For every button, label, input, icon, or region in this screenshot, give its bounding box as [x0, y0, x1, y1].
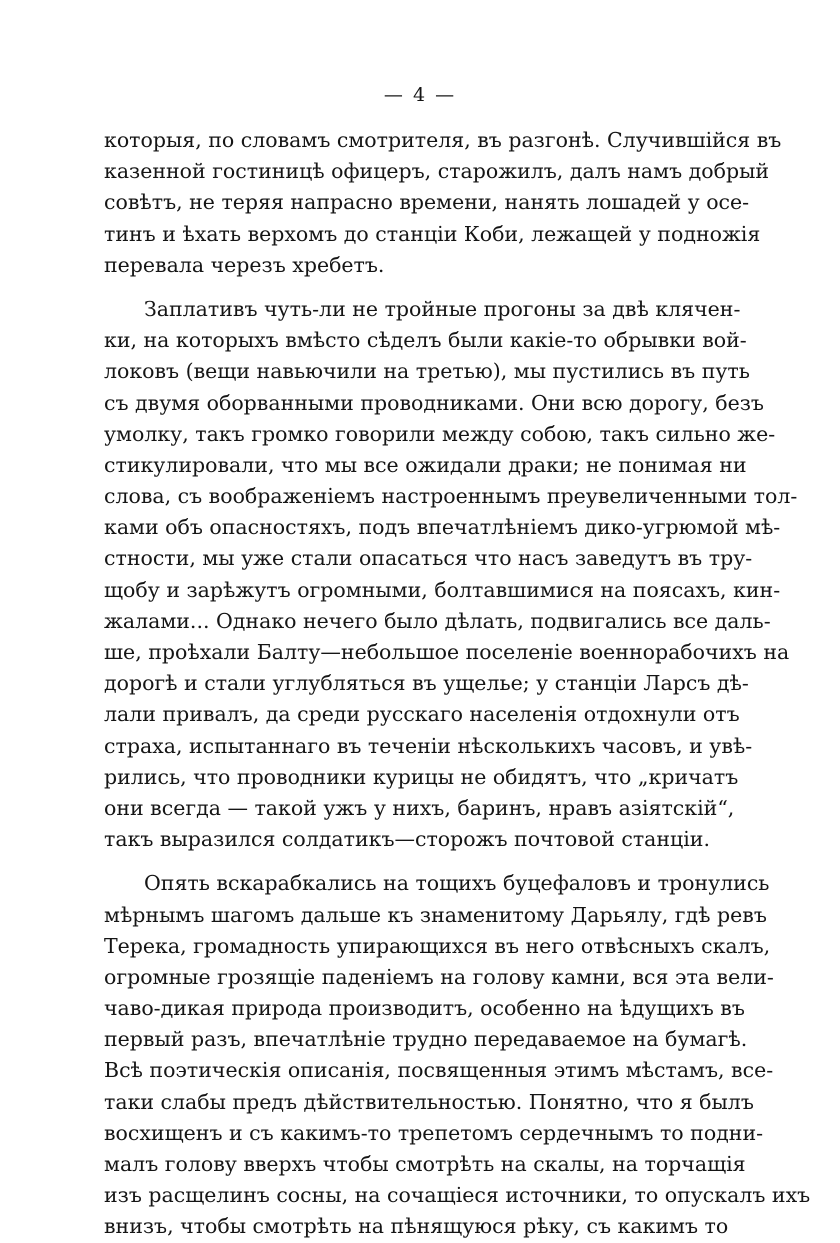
text-line: изъ расщелинъ сосны, на сочащіеся источники, то опускалъ ихъ: [104, 1183, 811, 1208]
text-line: которыя, по словамъ смотрителя, въ разгонѣ. Случившійся въ: [104, 128, 782, 152]
text-line: слова, съ воображеніемъ настроеннымъ преувеличенными тол-: [104, 484, 798, 509]
paragraph-3: [104, 868, 811, 1242]
text-line: умолку, такъ громко говорили между собою, такъ сильно же-: [104, 421, 776, 446]
text-line: Опять вскарабкались на тощихъ буцефаловъ и тронулись: [144, 871, 770, 896]
text-line: рились, что проводники курицы не обидятъ, что „кричатъ: [104, 764, 739, 789]
text-line: Заплативъ чуть-ли не тройные прогоны за двѣ клячен-: [144, 296, 741, 321]
text-line: такъ выразился солдатикъ—сторожъ почтовой станціи.: [104, 827, 710, 852]
body-text: [104, 125, 811, 1243]
text-line: таки слабы предъ дѣйствительностью. Понятно, что я былъ: [104, 1089, 754, 1114]
text-line: жалами... Однако нечего было дѣлать, подвигались все даль-: [104, 608, 771, 633]
text-line: чаво-дикая природа производитъ, особенно на ѣдущихъ въ: [104, 996, 745, 1021]
text-line: мѣрнымъ шагомъ дальше къ знаменитому Дарьялу, гдѣ ревъ: [104, 902, 767, 927]
text-line: страха, испытаннаго въ теченіи нѣсколькихъ часовъ, и увѣ-: [104, 733, 753, 758]
text-line: Всѣ поэтическія описанія, посвященныя этимъ мѣстамъ, все-: [104, 1058, 774, 1083]
text-line: локовъ (вещи навьючили на третью), мы пустились въ путь: [104, 359, 750, 384]
paragraph-1: [104, 125, 782, 281]
text-line: тинъ и ѣхать верхомъ до станціи Коби, лежащей у подножія: [104, 221, 761, 246]
paragraph-gap: [104, 855, 700, 868]
text-line: ки, на которыхъ вмѣсто сѣделъ были какіе-то обрывки вой-: [104, 328, 747, 353]
text-line: ше, проѣхали Балту—небольшое поселеніе военнорабочихъ на: [104, 640, 790, 664]
text-line: съ двумя оборванными проводниками. Они всю дорогу, безъ: [104, 390, 764, 415]
text-line: лали привалъ, да среди русскаго населенія отдохнули отъ: [104, 702, 740, 727]
text-line: внизъ, чтобы смотрѣть на пѣнящуюся рѣку, съ какимъ то: [104, 1214, 729, 1239]
text-line: казенной гостиницѣ офицеръ, старожилъ, далъ намъ добрый: [104, 159, 770, 184]
page-number: — 4 —: [383, 84, 457, 106]
text-line: они всегда — такой ужъ у нихъ, баринъ, нравъ азіятскій“,: [104, 795, 735, 820]
text-line: перевала черезъ хребетъ.: [104, 252, 385, 277]
text-line: стикулировали, что мы все ожидали драки; не понимая ни: [104, 452, 747, 477]
text-line: ками объ опасностяхъ, подъ впечатлѣніемъ дико-угрюмой мѣ-: [104, 515, 781, 540]
text-line: дорогѣ и стали углубляться въ ущелье; у станціи Ларсъ дѣ-: [104, 671, 749, 696]
text-line: огромные грозящіе паденіемъ на голову камни, вся эта вели-: [104, 964, 774, 989]
text-line: щобу и зарѣжутъ огромными, болтавшимися на поясахъ, кин-: [104, 577, 781, 602]
text-line: малъ голову вверхъ чтобы смотрѣть на скалы, на торчащія: [104, 1152, 746, 1176]
text-line: Терека, громадность упирающихся въ него отвѣсныхъ скалъ,: [104, 933, 771, 958]
text-line: стности, мы уже стали опасаться что насъ заведутъ въ тру-: [104, 546, 753, 571]
paragraph-2: [104, 294, 798, 855]
text-line: восхищенъ и съ какимъ-то трепетомъ сердечнымъ то подни-: [104, 1120, 764, 1145]
paragraph-gap: [104, 281, 700, 294]
text-line: совѣтъ, не теряя напрасно времени, нанять лошадей у осе-: [104, 190, 750, 215]
text-line: первый разъ, впечатлѣніе трудно передаваемое на бумагѣ.: [104, 1027, 748, 1052]
